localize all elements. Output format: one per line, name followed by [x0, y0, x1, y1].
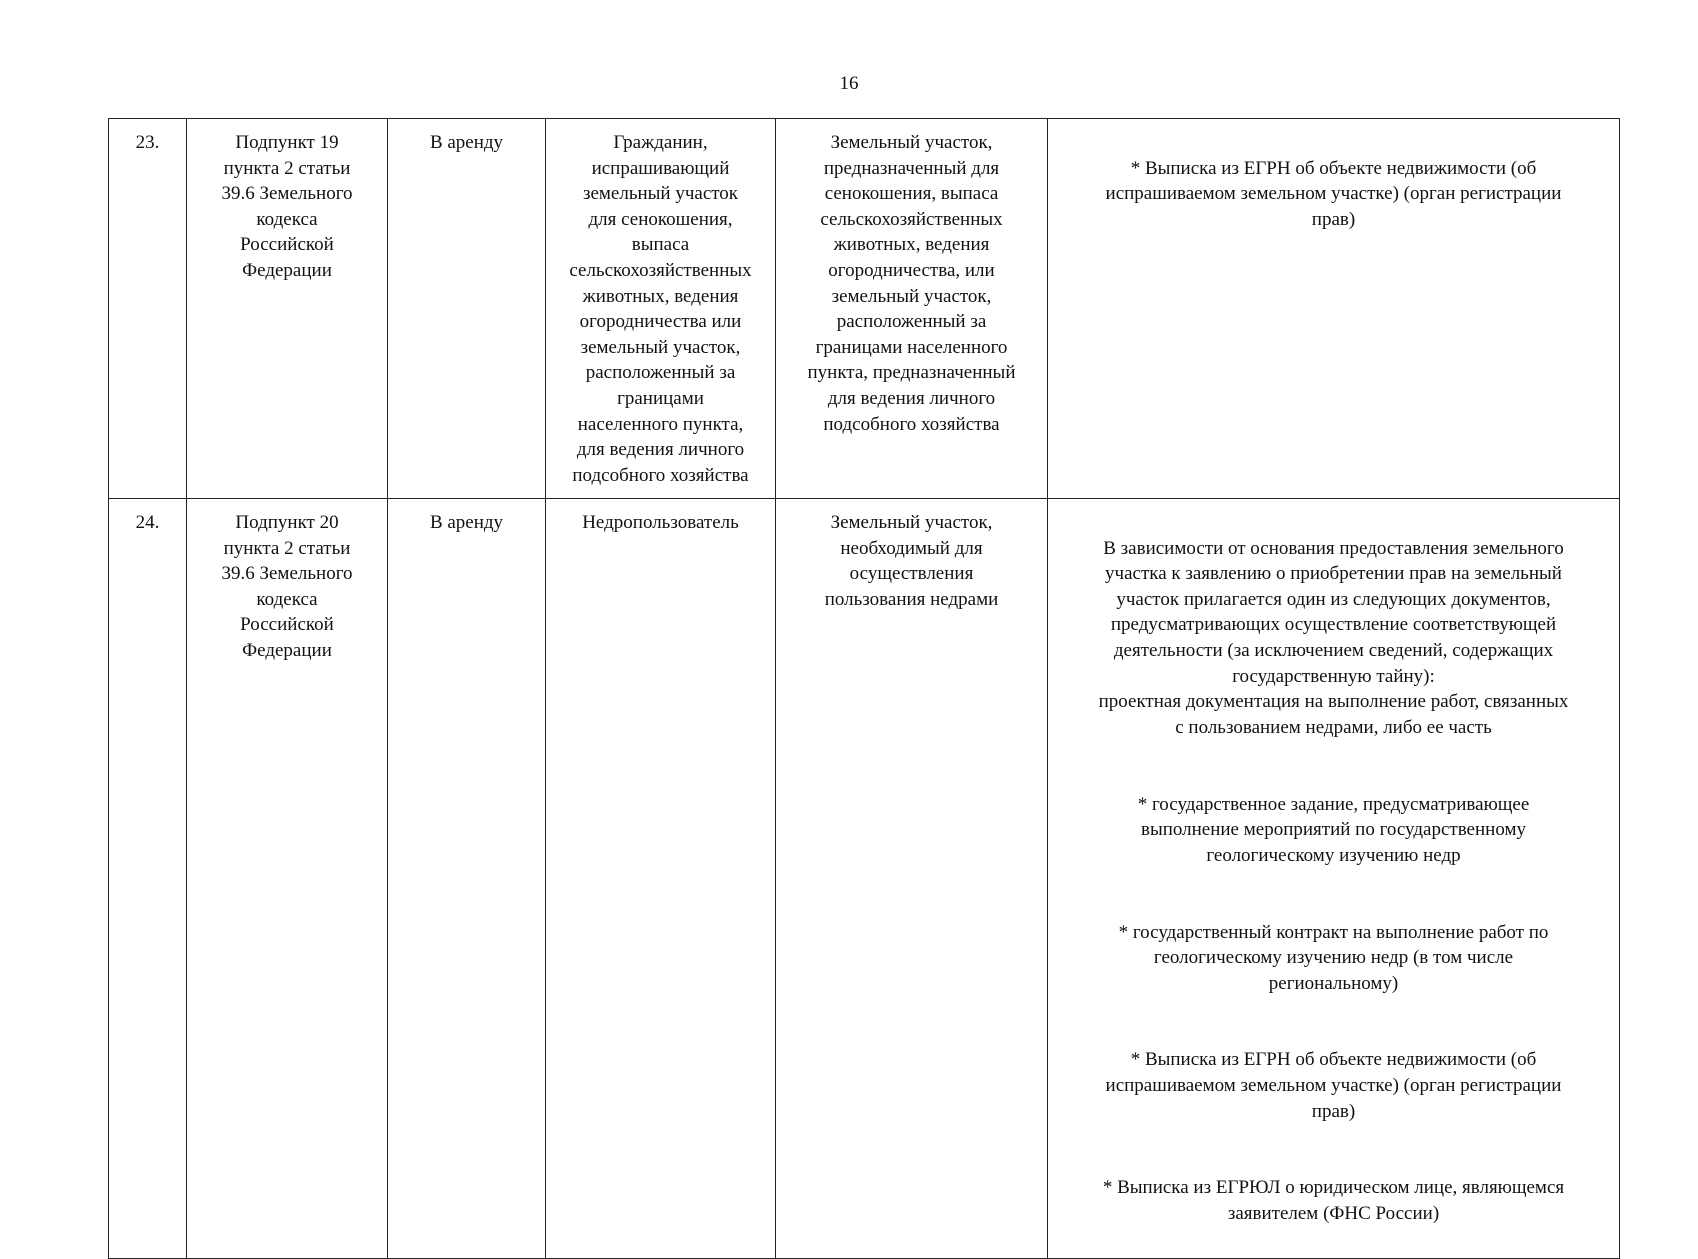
document-paragraph: * Выписка из ЕГРН об объекте недвижимости (об испрашиваемом земельном участке) (орган регистрации прав): [1105, 157, 1562, 230]
legal-basis-cell: Подпункт 20 пункта 2 статьи 39.6 Земельного кодекса Российской Федерации: [187, 499, 388, 1259]
row-number-cell: 23.: [109, 119, 187, 499]
page-number: 16: [839, 73, 859, 94]
required-documents-cell: [1048, 499, 1620, 1259]
table-row: [109, 499, 1620, 1259]
required-documents-cell: [1048, 119, 1620, 499]
land-plot-cell: Земельный участок, необходимый для осуществления пользования недрами: [776, 499, 1048, 1259]
document-paragraph: * Выписка из ЕГРЮЛ о юридическом лице, являющемся заявителем (ФНС России): [1102, 1177, 1565, 1225]
document-paragraph: * государственное задание, предусматривающее выполнение мероприятий по государственному геологическому изучению недр: [1137, 793, 1530, 866]
document-paragraph: В зависимости от основания предоставления земельного участка к заявлению о приобретении прав на земельный участок прилагается один из следующих документов, предусматривающих осуществление соответствующей деятельности (за исключением сведений, содержащих государственную тайну): проектная документация на выполнение работ, связанных с пользованием недрами, либо ее часть: [1098, 537, 1569, 738]
table-row: [109, 119, 1620, 499]
applicant-cell: Недропользователь: [546, 499, 776, 1259]
document-paragraph: * Выписка из ЕГРН об объекте недвижимости (об испрашиваемом земельном участке) (орган регистрации прав): [1105, 1049, 1562, 1122]
legal-basis-cell: Подпункт 19 пункта 2 статьи 39.6 Земельного кодекса Российской Федерации: [187, 119, 388, 499]
grant-form-cell: В аренду: [388, 499, 546, 1259]
grant-form-cell: В аренду: [388, 119, 546, 499]
applicant-cell: Гражданин, испрашивающий земельный участок для сенокошения, выпаса сельскохозяйственных животных, ведения огородничества или земельный участок, расположенный за границами населенного пункта, для ведения личного подсобного хозяйства: [546, 119, 776, 499]
row-number-cell: 24.: [109, 499, 187, 1259]
land-plot-cell: Земельный участок, предназначенный для сенокошения, выпаса сельскохозяйственных животных, ведения огородничества, или земельный участок, расположенный за границами населенного пункта, предназначенный для ведения личного подсобного хозяйства: [776, 119, 1048, 499]
document-paragraph: * государственный контракт на выполнение работ по геологическому изучению недр (в том числе региональному): [1118, 921, 1549, 994]
document-table: [108, 118, 1620, 1259]
